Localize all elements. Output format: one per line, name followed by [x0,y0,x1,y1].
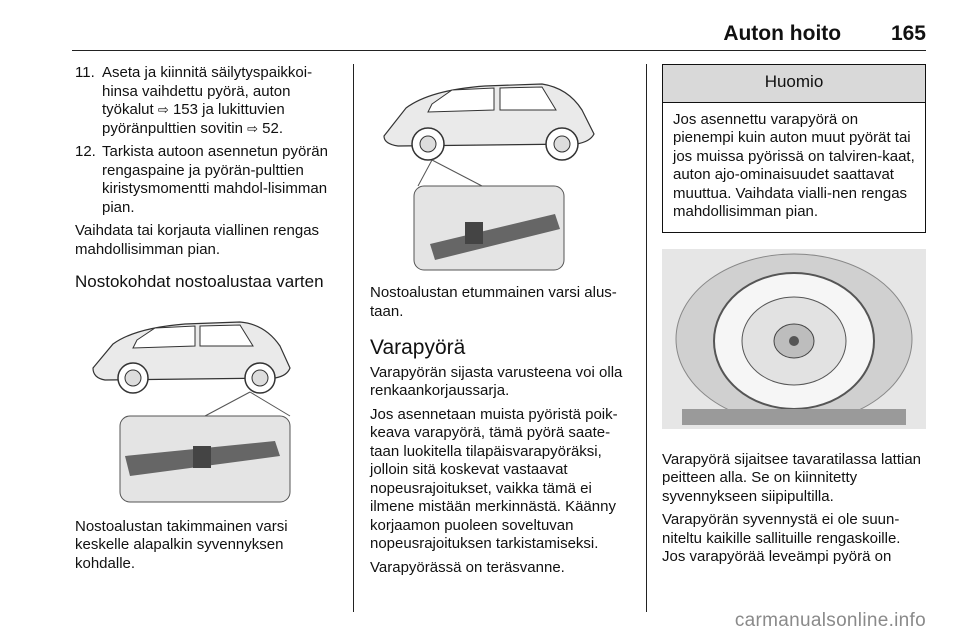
page-reference[interactable]: 52. [262,119,284,137]
column-divider-2 [646,64,647,612]
spare-wheel-illustration [662,249,926,429]
front-lift-point-illustration [370,64,632,272]
section-title: Auton hoito [723,22,842,45]
paragraph: Varapyörä sijaitsee tavaratilassa lattian peitteen alla. Se on kiinnitetty syvennykseen siipipultilla. [662,450,922,505]
page-header [723,22,926,46]
page-reference[interactable]: 153 [172,101,198,118]
paragraph: Varapyörän syvennystä ei ole suun-niteltu kaikille sallituille rengaskoille. Jos varapyörää leveämpi pyörä on [662,511,901,565]
watermark: carmanualsonline.info [734,610,926,631]
note-title: Huomio [663,65,925,103]
page-reference-arrow-icon: ⇨ [247,120,258,136]
note-body: Jos asennettu varapyörä on pienempi kuin auton muut pyörät tai jos muissa pyörissä on talviren-kaat, auton ajo-ominaisuudet saattavat muuttua. Vaihdata vialli-nen rengas mahdollisimman pian. [673,110,915,220]
figure-caption: Nostoalustan takimmainen varsi keskelle alapalkin syvennyksen kohdalle. [75,517,288,572]
page-number: 165 [890,22,926,45]
column-2 [370,64,632,582]
paragraph: Jos asennetaan muista pyöristä poik-keava varapyörä, tämä pyörä saate-taan luokitella tilapäisvarapyöräksi, jolloin sitä koskevat vastaavat nopeusrajoitukset, vaikka tämä ei ilmene mistään merkinnästä. Käänny korjaamon puoleen soveltuvan nopeusrajoituksen tarkistamiseksi. [370,405,618,552]
paragraph: Vaihdata tai korjauta viallinen rengas mahdollisimman pian. [75,222,320,258]
list-item-12 [75,143,337,217]
column-divider-1 [353,64,354,612]
list-item-11 [75,64,337,138]
list-text: Tarkista autoon asennetun pyörän rengaspaine ja pyörän-pulttien kiristysmomentti mahdol-lisimman pian. [102,143,328,216]
paragraph: Varapyörän sijasta varusteena voi olla renkaankorjaussarja. [370,363,623,399]
rear-lift-point-illustration [75,306,337,506]
list-number: 11. [75,64,95,81]
paragraph: Varapyörässä on teräsvanne. [370,558,565,576]
warning-note-box [662,64,926,233]
header-rule [72,50,926,51]
list-text: Aseta ja kiinnitä säilytyspaikkoi-hinsa vaihdettu pyörä, auton työkalut ⇨ 153 ja lukittuvien pyöränpulttien sovitin ⇨ 52. [102,64,313,137]
column-1 [75,64,337,578]
list-number: 12. [75,143,96,160]
column-3 [662,64,926,572]
subheading: Nostokohdat nostoalustaa varten [75,272,324,291]
page-reference-arrow-icon: ⇨ [157,102,169,117]
section-heading: Varapyörä [370,336,466,359]
figure-caption: Nostoalustan etummainen varsi alus-taan. [370,284,617,320]
